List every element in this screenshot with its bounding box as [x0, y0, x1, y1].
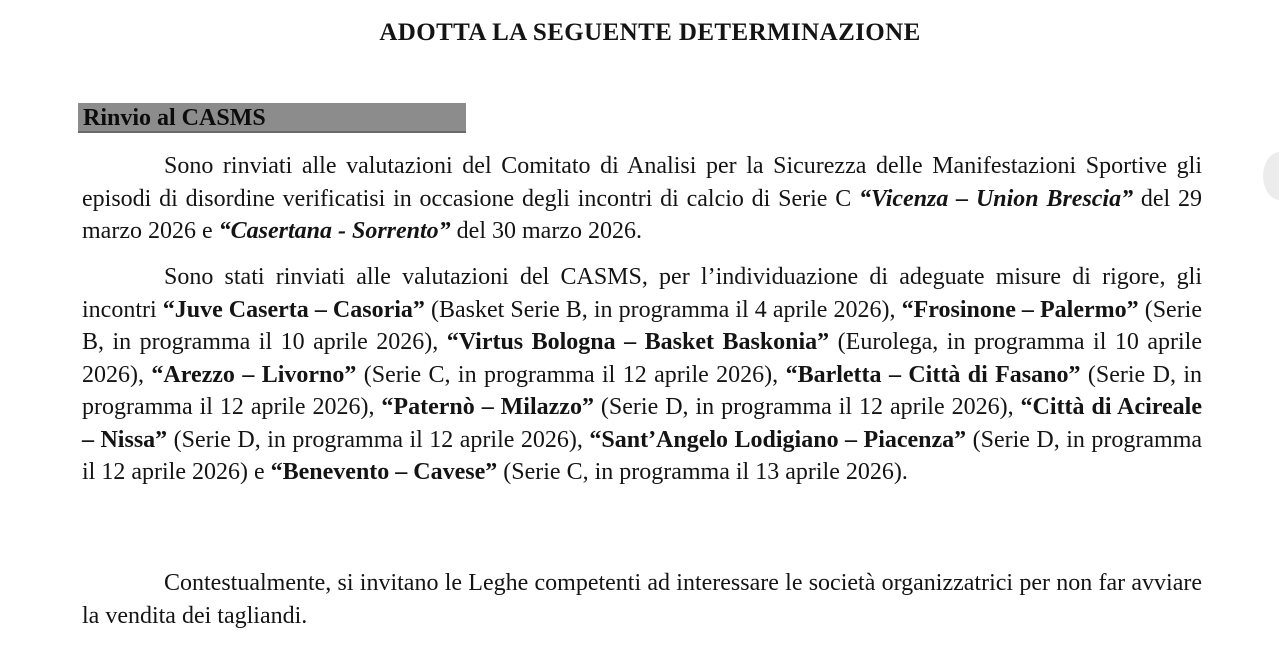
- page-edge-shadow: [1263, 152, 1279, 200]
- section-heading-box: [78, 103, 466, 133]
- match-detail-8: (Serie D, in programma il 12 aprile 2026) e: [82, 426, 1203, 485]
- paragraph-3: Contestualmente, si invitano le Leghe competenti ad interessare le società organizzatrici per non far avviare la vendita dei tagliandi.: [82, 570, 1202, 629]
- match-detail-6: (Serie D, in programma il 12 aprile 2026),: [593, 394, 1021, 420]
- match-virtus-bologna-baskonia: “Virtus Bologna – Basket Baskonia”: [446, 329, 830, 355]
- match-vicenza-union-brescia: “Vicenza – Union Brescia”: [859, 185, 1134, 212]
- paragraph-2: [82, 261, 1202, 489]
- paragraph-1-text-1: Sono rinviati alle valutazioni del Comitato di Analisi per la Sicurezza delle Manifestazioni Sportive gli episodi di disordine verificatisi in occasione degli incontri di calcio di Serie C: [82, 153, 1202, 212]
- match-paterno-milazzo: “Paternò – Milazzo”: [381, 394, 594, 420]
- paragraph-1-text-2: del 29 marzo 2026 e: [82, 185, 1203, 244]
- match-frosinone-palermo: “Frosinone – Palermo”: [901, 296, 1139, 323]
- match-casertana-sorrento: “Casertana - Sorrento”: [218, 218, 451, 244]
- match-detail-4: (Serie C, in programma il 12 aprile 2026),: [356, 361, 786, 388]
- match-detail-3: (Eurolega, in programma il 10 aprile 2026),: [82, 329, 1203, 388]
- paragraph-2-intro: Sono stati rinviati alle valutazioni del CASMS, per l’individuazione di adeguate misure di rigore, gli incontri: [82, 264, 1202, 323]
- match-acireale-nissa: “Città di Acireale – Nissa”: [82, 394, 1202, 453]
- match-arezzo-livorno: “Arezzo – Livorno”: [151, 361, 357, 388]
- match-detail-7: (Serie D, in programma il 12 aprile 2026),: [167, 426, 590, 453]
- match-benevento-cavese: “Benevento – Cavese”: [270, 459, 498, 485]
- document-title: ADOTTA LA SEGUENTE DETERMINAZIONE: [379, 19, 921, 46]
- section-heading: Rinvio al CASMS: [83, 105, 266, 131]
- paragraph-1: [82, 150, 1202, 248]
- match-juve-caserta-casoria: “Juve Caserta – Casoria”: [162, 296, 425, 323]
- match-detail-2: (Serie B, in programma il 10 aprile 2026),: [82, 296, 1203, 355]
- match-barletta-fasano: “Barletta – Città di Fasano”: [785, 361, 1081, 388]
- match-detail-9: (Serie C, in programma il 13 aprile 2026).: [497, 459, 908, 485]
- match-santangelo-piacenza: “Sant’Angelo Lodigiano – Piacenza”: [589, 426, 967, 453]
- match-detail-1: (Basket Serie B, in programma il 4 aprile 2026),: [424, 296, 902, 323]
- match-detail-5: (Serie D, in programma il 12 aprile 2026),: [82, 361, 1203, 420]
- paragraph-1-text-3: del 30 marzo 2026.: [450, 218, 642, 244]
